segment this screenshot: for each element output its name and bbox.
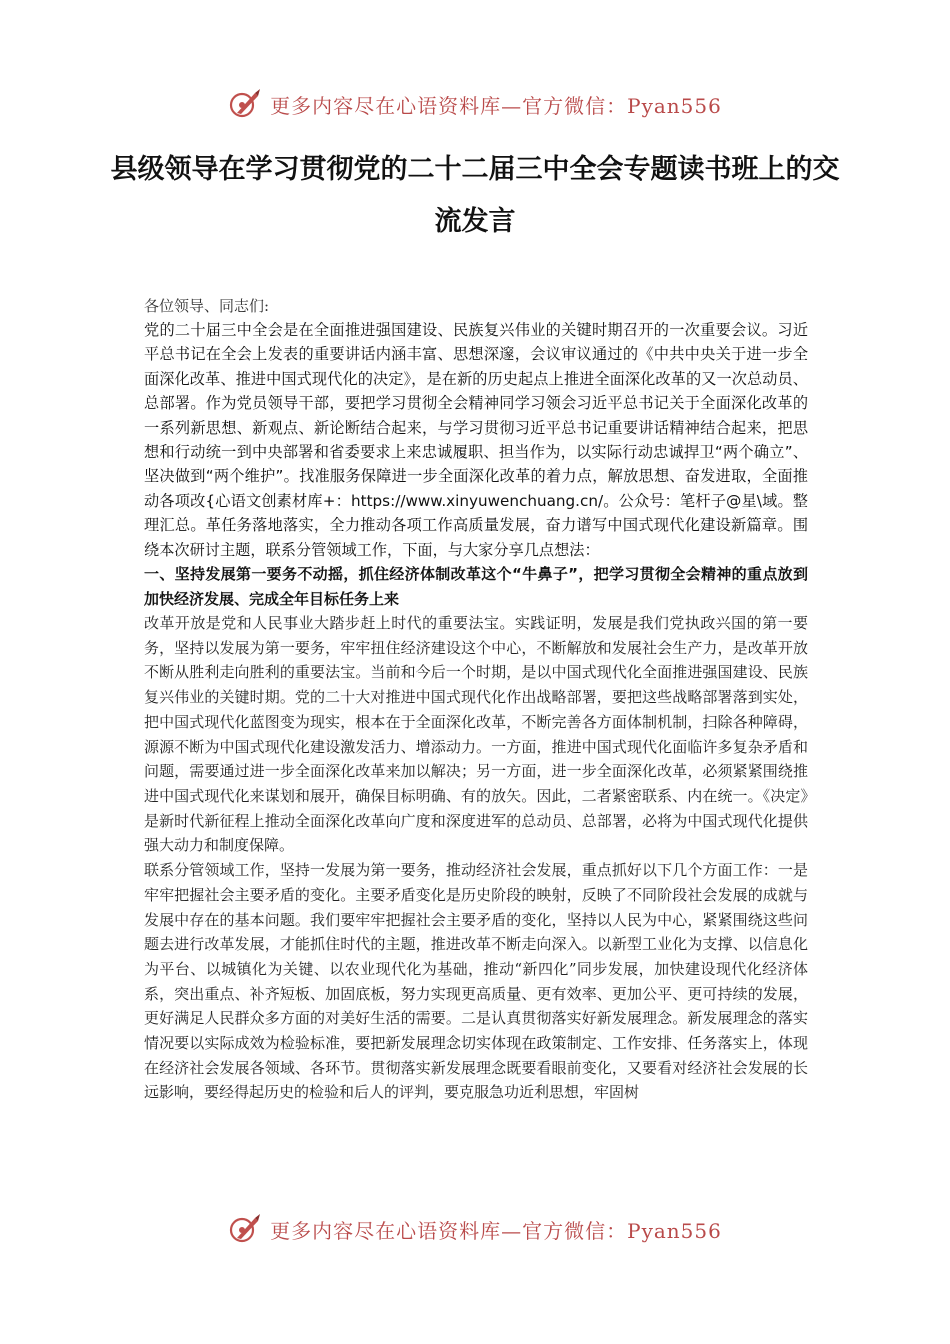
pen-feather-logo-icon <box>228 1212 262 1246</box>
intro-paragraph: 党的二十届三中全会是在全面推进强国建设、民族复兴伟业的关键时期召开的一次重要会议。习近平总书记在全会上发表的重要讲话内涵丰富、思想深邃，会议审议通过的《中共中央关于进一步全面深化改革、推进中国式现代化的决定》，是在新的历史起点上推进全面深化改革的又一次总动员、总部署。作为党员领导干部，要把学习贯彻全会精神同学习领会习近平总书记关于全面深化改革的一系列新思想、新观点、新论断结合起来，与学习贯彻习近平总书记重要讲话精神结合起来，把思想和行动统一到中央部署和省委要求上来忠诚履职、担当作为，以实际行动忠诚捍卫“两个确立”、坚决做到“两个维护”。找准服务保障进一步全面深化改革的着力点，解放思想、奋发进取，全面推动各项改{心语文创素材库+：https://www.xinyuwenchuang.cn/。公众号：笔杆子@星\域。整理汇总。革任务落地落实，全力推动各项工作高质量发展，奋力谱写中国式现代化建设新篇章。围绕本次研讨主题，联系分管领域工作，下面，与大家分享几点想法： <box>144 321 808 559</box>
body-paragraph-2: 联系分管领域工作，坚持一发展为第一要务，推动经济社会发展，重点抓好以下几个方面工作：一是牢牢把握社会主要矛盾的变化。主要矛盾变化是历史阶段的映射，反映了不同阶段社会发展的成就与发展中存在的基本问题。我们要牢牢把握社会主要矛盾的变化，坚持以人民为中心，紧紧围绕这些问题去进行改革发展，才能抓住时代的主题，推进改革不断走向深入。以新型工业化为支撑、以信息化为平台、以城镇化为关键、以农业现代化为基础，推动“新四化”同步发展，加快建设现代化经济体系，突出重点、补齐短板、加固底板，努力实现更高质量、更有效率、更加公平、更可持续的发展，更好满足人民群众多方面的对美好生活的需要。二是认真贯彻落实好新发展理念。新发展理念的落实情况要以实际成效为检验标准，要把新发展理念切实体现在政策制定、工作安排、任务落实上，体现在经济社会发展各领域、各环节。贯彻落实新发展理念既要看眼前变化，又要看对经济社会发展的长远影响，要经得起历史的检验和后人的评判，要克服急功近利思想，牢固树 <box>144 861 808 1102</box>
banner-text: 更多内容尽在心语资料库—官方微信：Pyan556 <box>270 1218 722 1243</box>
banner-text: 更多内容尽在心语资料库—官方微信：Pyan556 <box>270 93 722 118</box>
pen-feather-logo-icon <box>228 87 262 121</box>
greeting: 各位领导、同志们: <box>144 297 270 315</box>
body-paragraph-1: 改革开放是党和人民事业大踏步赶上时代的重要法宝。实践证明，发展是我们党执政兴国的第一要务，坚持以发展为第一要务，牢牢扭住经济建设这个中心，不断解放和发展社会生产力，是改革开放不断从胜利走向胜利的重要法宝。当前和今后一个时期，是以中国式现代化全面推进强国建设、民族复兴伟业的关键时期。党的二十大对推进中国式现代化作出战略部署，要把这些战略部署落到实处，把中国式现代化蓝图变为现实，根本在于全面深化改革，不断完善各方面体制机制，扫除各种障碍，源源不断为中国式现代化建设激发活力、增添动力。一方面，推进中国式现代化面临许多复杂矛盾和问题，需要通过进一步全面深化改革来加以解决；另一方面，进一步全面深化改革，必须紧紧围绕推进中国式现代化来谋划和展开，确保目标明确、有的放矢。因此，二者紧密联系、内在统一。《决定》是新时代新征程上推动全面深化改革向广度和深度进军的总动员、总部署，必将为中国式现代化提供强大动力和制度保障。 <box>144 614 808 855</box>
document-body <box>144 294 808 1105</box>
section-heading-1: 一、坚持发展第一要务不动摇，抓住经济体制改革这个“牛鼻子”，把学习贯彻全会精神的重点放到加快经济发展、完成全年目标任务上来 <box>144 565 808 608</box>
header-banner <box>0 82 950 126</box>
footer-banner <box>0 1207 950 1251</box>
document-title: 县级领导在学习贯彻党的二十二届三中全会专题读书班上的交流发言 <box>110 154 840 237</box>
